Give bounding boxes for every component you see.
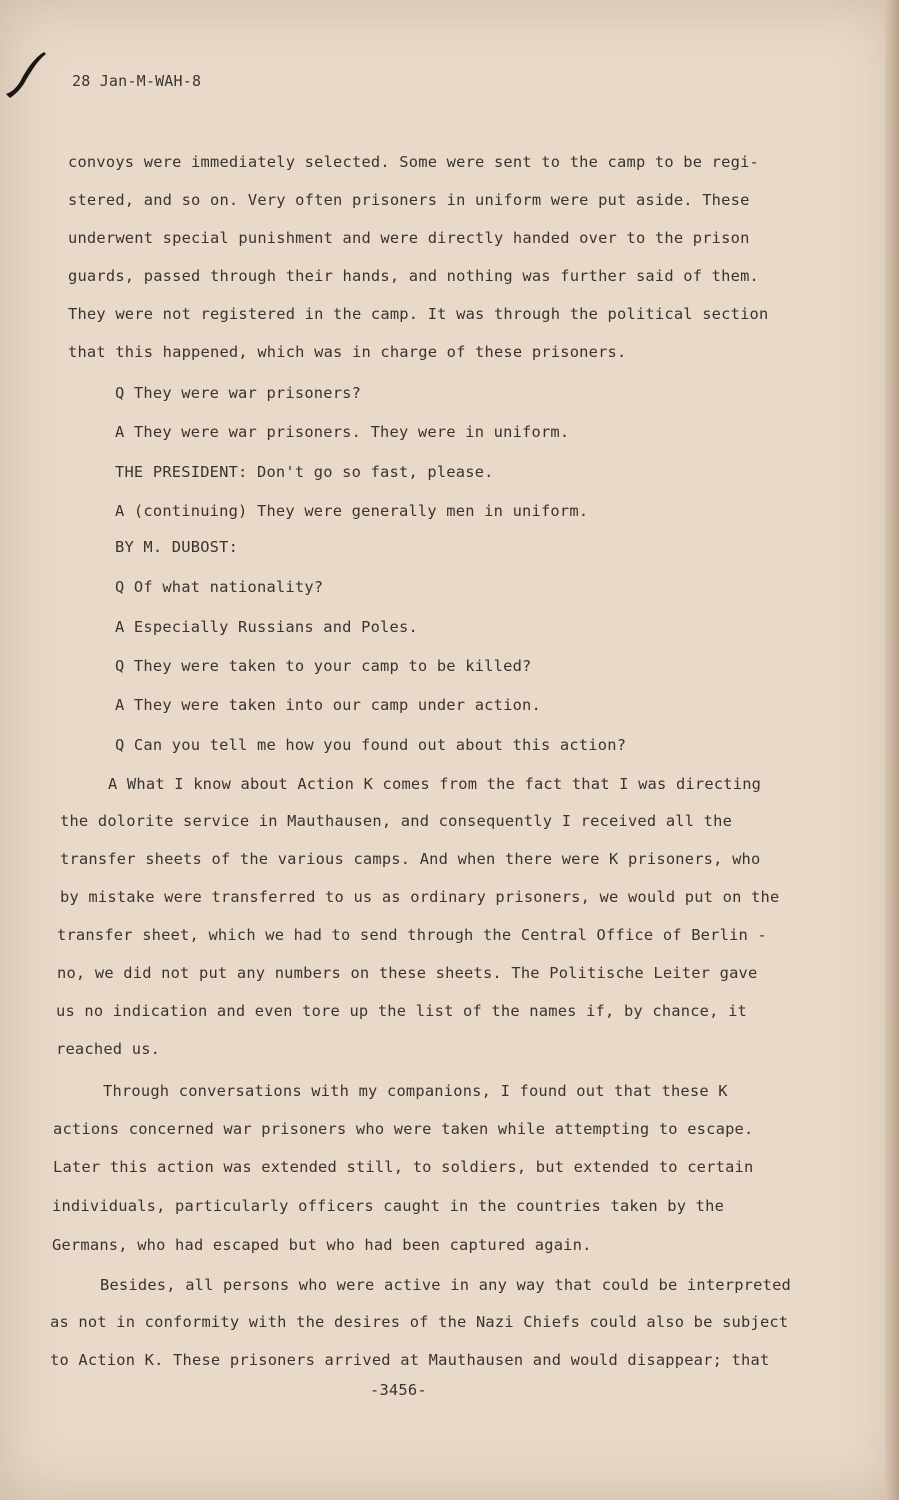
body-line: underwent special punishment and were directly handed over to the prison: [68, 229, 750, 247]
ink-mark-icon: [4, 48, 64, 108]
document-reference: 28 Jan-M-WAH-8: [72, 72, 202, 90]
body-line: Later this action was extended still, to soldiers, but extended to certain: [53, 1158, 754, 1176]
answer-line: A What I know about Action K comes from the fact that I was directing: [108, 775, 762, 793]
body-line: us no indication and even tore up the list of the names if, by chance, it: [56, 1002, 748, 1020]
speaker-line: BY M. DUBOST:: [115, 538, 239, 556]
answer-line: A Especially Russians and Poles.: [115, 618, 418, 636]
body-line: They were not registered in the camp. It was through the political section: [68, 305, 769, 323]
body-line: as not in conformity with the desires of the Nazi Chiefs could also be subject: [50, 1313, 789, 1331]
body-line: Germans, who had escaped but who had been captured again.: [52, 1236, 592, 1254]
body-line: by mistake were transferred to us as ordinary prisoners, we would put on the: [60, 888, 780, 906]
page-edge: [885, 0, 899, 1500]
body-line: transfer sheet, which we had to send through the Central Office of Berlin -: [57, 926, 767, 944]
question-line: Q They were war prisoners?: [115, 384, 362, 402]
question-line: Q They were taken to your camp to be killed?: [115, 657, 532, 675]
body-line: that this happened, which was in charge of these prisoners.: [68, 343, 627, 361]
body-line: stered, and so on. Very often prisoners in uniform were put aside. These: [68, 191, 750, 209]
body-line: no, we did not put any numbers on these sheets. The Politische Leiter gave: [57, 964, 758, 982]
answer-line: A (continuing) They were generally men in uniform.: [115, 502, 589, 520]
body-line: to Action K. These prisoners arrived at Mauthausen and would disappear; that: [50, 1351, 770, 1369]
body-line: actions concerned war prisoners who were taken while attempting to escape.: [53, 1120, 754, 1138]
body-line: convoys were immediately selected. Some were sent to the camp to be regi-: [68, 153, 760, 171]
body-line: guards, passed through their hands, and nothing was further said of them.: [68, 267, 760, 285]
question-line: Q Can you tell me how you found out about this action?: [115, 736, 627, 754]
body-line: reached us.: [56, 1040, 161, 1058]
speaker-line: THE PRESIDENT: Don't go so fast, please.: [115, 463, 494, 481]
body-line: Besides, all persons who were active in any way that could be interpreted: [100, 1276, 792, 1294]
answer-line: A They were taken into our camp under action.: [115, 696, 541, 714]
answer-line: A They were war prisoners. They were in uniform.: [115, 423, 570, 441]
page-number: -3456-: [370, 1381, 427, 1399]
question-line: Q Of what nationality?: [115, 578, 324, 596]
body-line: individuals, particularly officers caught in the countries taken by the: [52, 1197, 725, 1215]
body-line: the dolorite service in Mauthausen, and consequently I received all the: [60, 812, 733, 830]
body-line: Through conversations with my companions, I found out that these K: [103, 1082, 728, 1100]
body-line: transfer sheets of the various camps. And when there were K prisoners, who: [60, 850, 761, 868]
